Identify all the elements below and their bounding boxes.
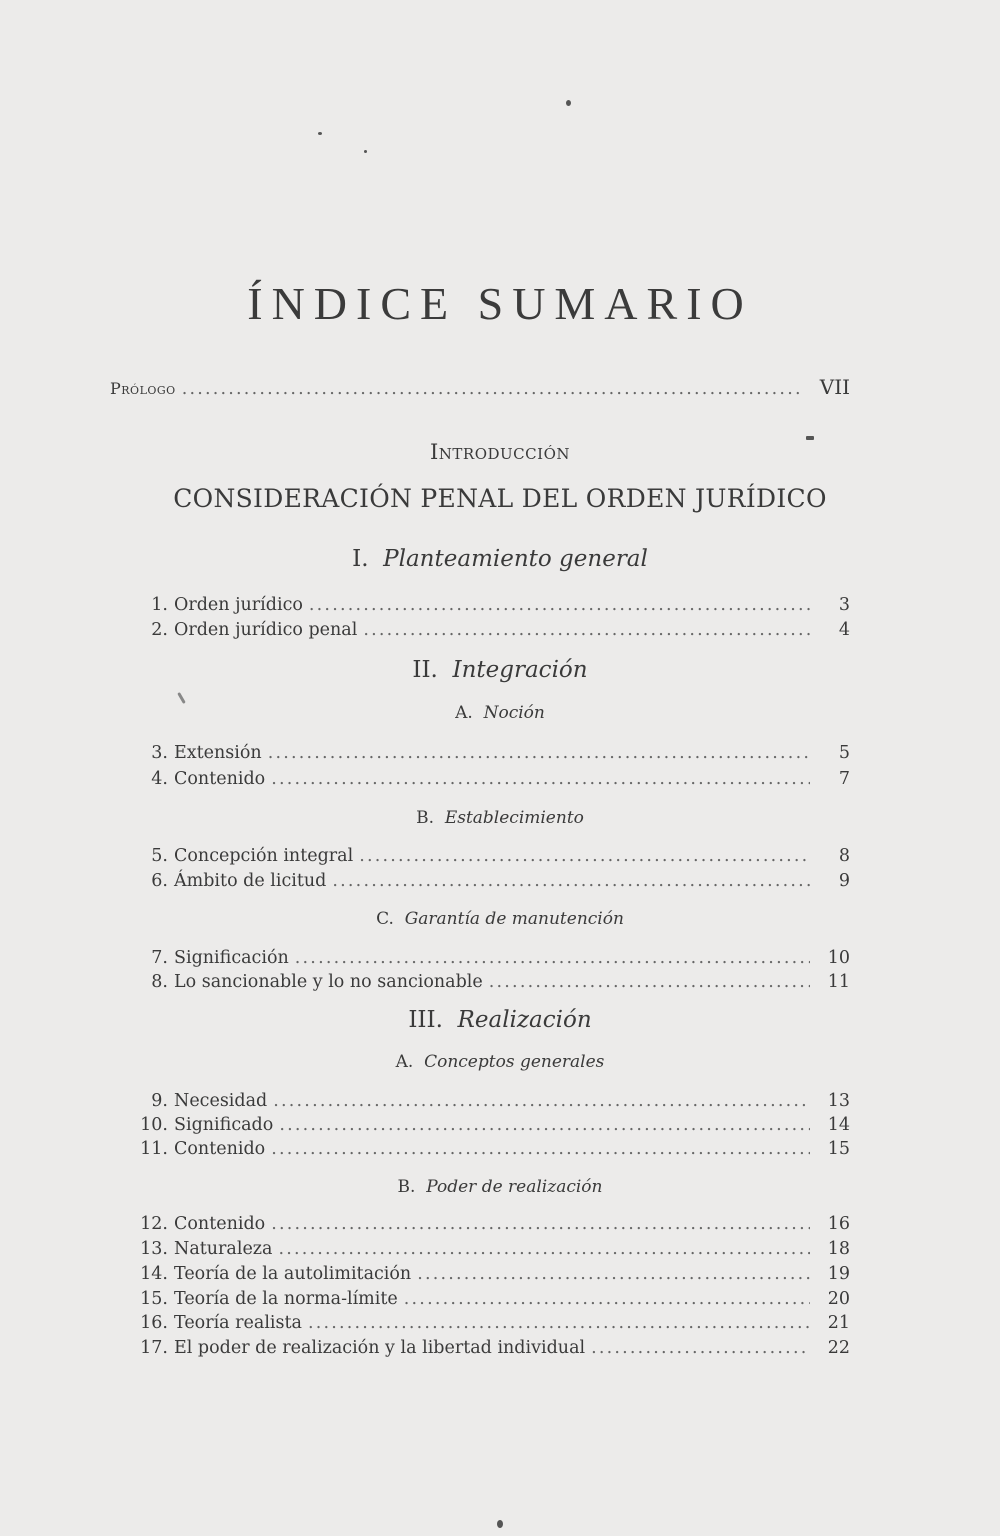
entry-page: 14 [827, 1115, 850, 1135]
entry-label: Contenido [174, 1139, 266, 1159]
dot-leader [308, 1310, 810, 1336]
dot-leader [332, 868, 810, 894]
entry-label: Teoría de la autolimitación [174, 1264, 412, 1284]
dot-leader [295, 945, 810, 971]
dot-leader [591, 1335, 810, 1361]
subsection-title: Noción [483, 703, 545, 723]
entry-number: 7. [151, 948, 168, 968]
subsection-letter: A. [455, 703, 473, 723]
toc-entry[interactable] [110, 740, 850, 766]
introduction-heading: Introducción [430, 440, 570, 464]
entry-label: Significación [174, 948, 289, 968]
section-title: Planteamiento general [383, 546, 648, 572]
dot-leader [182, 376, 800, 402]
subsection-title: Garantía de manutención [404, 909, 624, 929]
toc-entry[interactable] [110, 1310, 850, 1336]
dot-leader [268, 740, 810, 766]
entry-page: 19 [827, 1264, 850, 1284]
entry-page: 16 [827, 1214, 850, 1234]
entry-label: Contenido [174, 1214, 266, 1234]
subsection-letter: B. [416, 808, 434, 828]
entry-label: Lo sancionable y lo no sancionable [174, 972, 483, 992]
entry-page: 7 [838, 769, 850, 789]
entry-label: Orden jurídico [174, 595, 303, 615]
subsection-title: Poder de realización [426, 1177, 603, 1197]
subsection-heading [0, 1052, 1000, 1072]
toc-entry[interactable] [110, 1286, 850, 1312]
entry-number: 9. [151, 1091, 168, 1111]
toc-entry[interactable] [110, 1236, 850, 1262]
entry-number: 6. [151, 871, 168, 891]
entry-number: 3. [151, 743, 168, 763]
entry-page: 5 [838, 743, 850, 763]
subsection-letter: C. [376, 909, 394, 929]
entry-label: Teoría de la norma-límite [174, 1289, 398, 1309]
dot-leader [309, 592, 810, 618]
section-numeral: II. [412, 657, 438, 683]
entry-label: Prólogo [110, 379, 176, 398]
entry-number: 16. [140, 1313, 168, 1333]
entry-number: 17. [140, 1338, 168, 1358]
paper-speck [566, 100, 571, 106]
dot-leader [278, 1236, 810, 1262]
entry-label: Naturaleza [174, 1239, 273, 1259]
entry-page: 11 [827, 972, 850, 992]
entry-number: 8. [151, 972, 168, 992]
subsection-heading [0, 909, 1000, 929]
entry-label: Orden jurídico penal [174, 620, 358, 640]
dot-leader [489, 969, 810, 995]
toc-entry[interactable] [110, 617, 850, 643]
entry-page: 9 [838, 871, 850, 891]
toc-entry[interactable] [110, 766, 850, 792]
entry-page: 21 [827, 1313, 850, 1333]
section-title: Integración [452, 657, 588, 683]
paper-speck [318, 132, 322, 135]
entry-label: Extensión [174, 743, 262, 763]
subsection-heading [0, 808, 1000, 828]
toc-entry[interactable] [110, 1136, 850, 1162]
paper-speck [364, 150, 367, 153]
subsection-heading [0, 703, 1000, 723]
dot-leader [271, 1211, 810, 1237]
dot-leader [417, 1261, 810, 1287]
toc-entry[interactable] [110, 1261, 850, 1287]
section-title: Realización [457, 1007, 592, 1033]
entry-page: 20 [827, 1289, 850, 1309]
entry-page: 22 [827, 1338, 850, 1358]
toc-entry[interactable] [110, 592, 850, 618]
entry-page: VII [819, 375, 850, 399]
entry-label: Teoría realista [174, 1313, 302, 1333]
entry-number: 15. [140, 1289, 168, 1309]
entry-number: 14. [140, 1264, 168, 1284]
dot-leader [404, 1286, 810, 1312]
entry-number: 11. [140, 1139, 168, 1159]
dot-leader [363, 617, 810, 643]
entry-number: 4. [151, 769, 168, 789]
dot-leader [271, 766, 810, 792]
entry-label: El poder de realización y la libertad individual [174, 1338, 586, 1358]
toc-entry[interactable] [110, 843, 850, 869]
toc-entry[interactable] [110, 969, 850, 995]
entry-number: 5. [151, 846, 168, 866]
entry-page: 3 [838, 595, 850, 615]
section-heading [0, 546, 1000, 572]
paper-speck [806, 436, 814, 440]
entry-label: Ámbito de licitud [174, 871, 327, 891]
subsection-letter: A. [395, 1052, 414, 1072]
section-numeral: I. [352, 546, 369, 572]
entry-number: 10. [140, 1115, 168, 1135]
entry-page: 18 [827, 1239, 850, 1259]
dot-leader [279, 1112, 810, 1138]
page-title: ÍNDICE SUMARIO [247, 278, 753, 329]
entry-label: Significado [174, 1115, 274, 1135]
section-heading [0, 657, 1000, 683]
subsection-letter: B. [397, 1177, 416, 1197]
entry-label: Concepción integral [174, 846, 354, 866]
section-heading [0, 1007, 1000, 1033]
entry-page: 8 [838, 846, 850, 866]
entry-number: 12. [140, 1214, 168, 1234]
dot-leader [271, 1136, 810, 1162]
dot-leader [359, 843, 810, 869]
entry-label: Contenido [174, 769, 266, 789]
subsection-heading [0, 1177, 1000, 1197]
toc-entry[interactable] [110, 1211, 850, 1237]
toc-entry[interactable] [110, 945, 850, 971]
section-numeral: III. [408, 1007, 443, 1033]
toc-entry[interactable] [110, 1088, 850, 1114]
subsection-title: Establecimiento [444, 808, 584, 828]
toc-entry[interactable] [110, 1335, 850, 1361]
toc-entry[interactable] [110, 868, 850, 894]
entry-page: 13 [827, 1091, 850, 1111]
entry-number: 2. [151, 620, 168, 640]
toc-entry[interactable] [110, 1112, 850, 1138]
chapter-title: CONSIDERACIÓN PENAL DEL ORDEN JURÍDICO [173, 484, 827, 513]
entry-page: 15 [827, 1139, 850, 1159]
subsection-title: Conceptos generales [424, 1052, 605, 1072]
paper-speck [497, 1520, 503, 1528]
entry-page: 10 [827, 948, 850, 968]
toc-entry-prologue[interactable] [110, 374, 850, 400]
dot-leader [273, 1088, 810, 1114]
entry-number: 13. [140, 1239, 168, 1259]
entry-number: 1. [151, 595, 168, 615]
entry-label: Necesidad [174, 1091, 268, 1111]
entry-page: 4 [838, 620, 850, 640]
